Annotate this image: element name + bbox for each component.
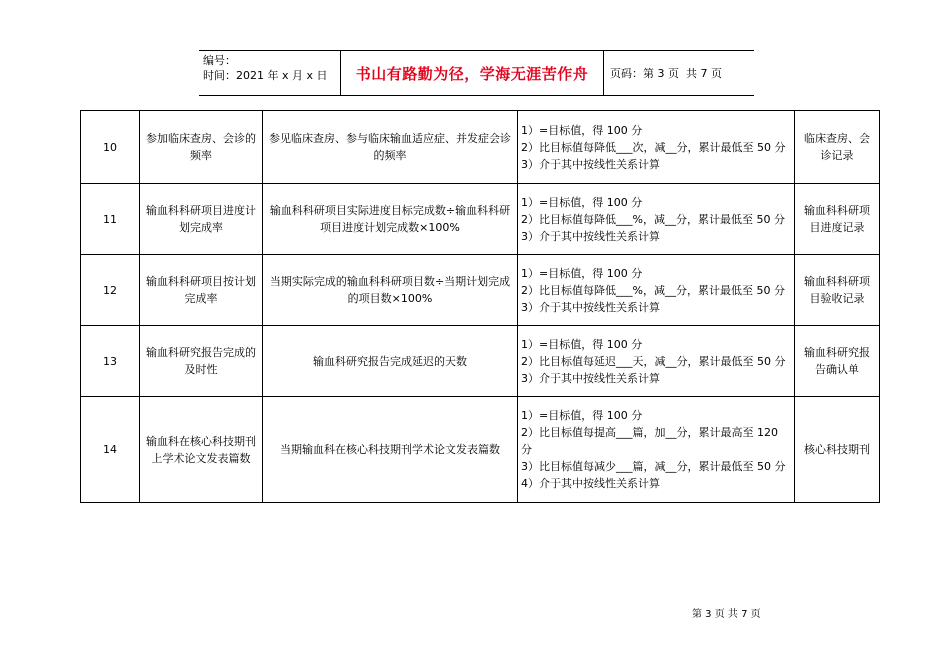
table-row [81, 184, 880, 255]
scoring-rule: 2）比目标值每延迟___天，减__分，累计最低至 50 分 [521, 354, 786, 368]
header-page-info [604, 51, 754, 95]
header-meta [199, 51, 340, 95]
scoring-rules [518, 184, 795, 255]
indicator-formula: 当期输血科在核心科技期刊学术论文发表篇数 [263, 397, 518, 503]
page-label: 页码：第 3 页 共 7 页 [610, 67, 722, 80]
scoring-rules [518, 326, 795, 397]
scoring-rule: 4）介于其中按线性关系计算 [521, 477, 660, 490]
data-source: 输血科研究报告确认单 [795, 326, 880, 397]
indicator-table [80, 110, 880, 503]
indicator-name: 输血科研究报告完成的及时性 [140, 326, 263, 397]
scoring-rule: 2）比目标值每降低___次，减__分，累计最低至 50 分 [521, 140, 786, 154]
table-row [81, 397, 880, 503]
page-footer: 第 3 页 共 7 页 [692, 609, 761, 620]
indicator-name: 参加临床查房、会诊的频率 [140, 111, 263, 184]
time-label: 时间：2021 年 x 月 x 日 [203, 69, 328, 82]
scoring-rule: 2）比目标值每降低___%，减__分，累计最低至 50 分 [521, 212, 785, 226]
scoring-rule: 3）介于其中按线性关系计算 [521, 229, 660, 243]
data-source: 输血科科研项目进度记录 [795, 184, 880, 255]
table-row [81, 255, 880, 326]
indicator-table-body [81, 111, 880, 503]
indicator-formula: 输血科科研项目实际进度目标完成数÷输血科科研项目进度计划完成数×100% [263, 184, 518, 255]
row-number: 14 [81, 397, 140, 503]
row-number: 11 [81, 184, 140, 255]
indicator-formula: 当期实际完成的输血科科研项目数÷当期计划完成的项目数×100% [263, 255, 518, 326]
scoring-rule: 1）=目标值，得 100 分 [521, 266, 643, 280]
scoring-rule: 2）比目标值每降低___%，减__分，累计最低至 50 分 [521, 283, 785, 297]
indicator-name: 输血科科研项目进度计划完成率 [140, 184, 263, 255]
data-source: 核心科技期刊 [795, 397, 880, 503]
row-number: 13 [81, 326, 140, 397]
header-motto: 书山有路勤为径，学海无涯苦作舟 [340, 51, 604, 95]
row-number: 10 [81, 111, 140, 184]
scoring-rule: 3）比目标值每减少___篇，减__分，累计最低至 50 分 [521, 460, 786, 473]
indicator-formula: 参见临床查房、参与临床输血适应症、并发症会诊的频率 [263, 111, 518, 184]
indicator-name: 输血科在核心科技期刊上学术论文发表篇数 [140, 397, 263, 503]
row-number: 12 [81, 255, 140, 326]
table-row [81, 326, 880, 397]
page-header [199, 50, 754, 96]
scoring-rules [518, 255, 795, 326]
indicator-formula: 输血科研究报告完成延迟的天数 [263, 326, 518, 397]
scoring-rule: 2）比目标值每提高___篇，加__分，累计最高至 120 分 [521, 426, 778, 456]
table-row [81, 111, 880, 184]
data-source: 临床查房、会诊记录 [795, 111, 880, 184]
scoring-rule: 3）介于其中按线性关系计算 [521, 157, 660, 171]
scoring-rules [518, 397, 795, 503]
scoring-rule: 3）介于其中按线性关系计算 [521, 371, 660, 385]
scoring-rule: 3）介于其中按线性关系计算 [521, 300, 660, 314]
scoring-rule: 1）=目标值，得 100 分 [521, 409, 643, 422]
serial-label: 编号： [203, 54, 236, 67]
data-source: 输血科科研项目验收记录 [795, 255, 880, 326]
scoring-rules [518, 111, 795, 184]
indicator-name: 输血科科研项目按计划完成率 [140, 255, 263, 326]
scoring-rule: 1）=目标值，得 100 分 [521, 195, 643, 209]
scoring-rule: 1）=目标值，得 100 分 [521, 337, 643, 351]
scoring-rule: 1）=目标值，得 100 分 [521, 123, 643, 137]
